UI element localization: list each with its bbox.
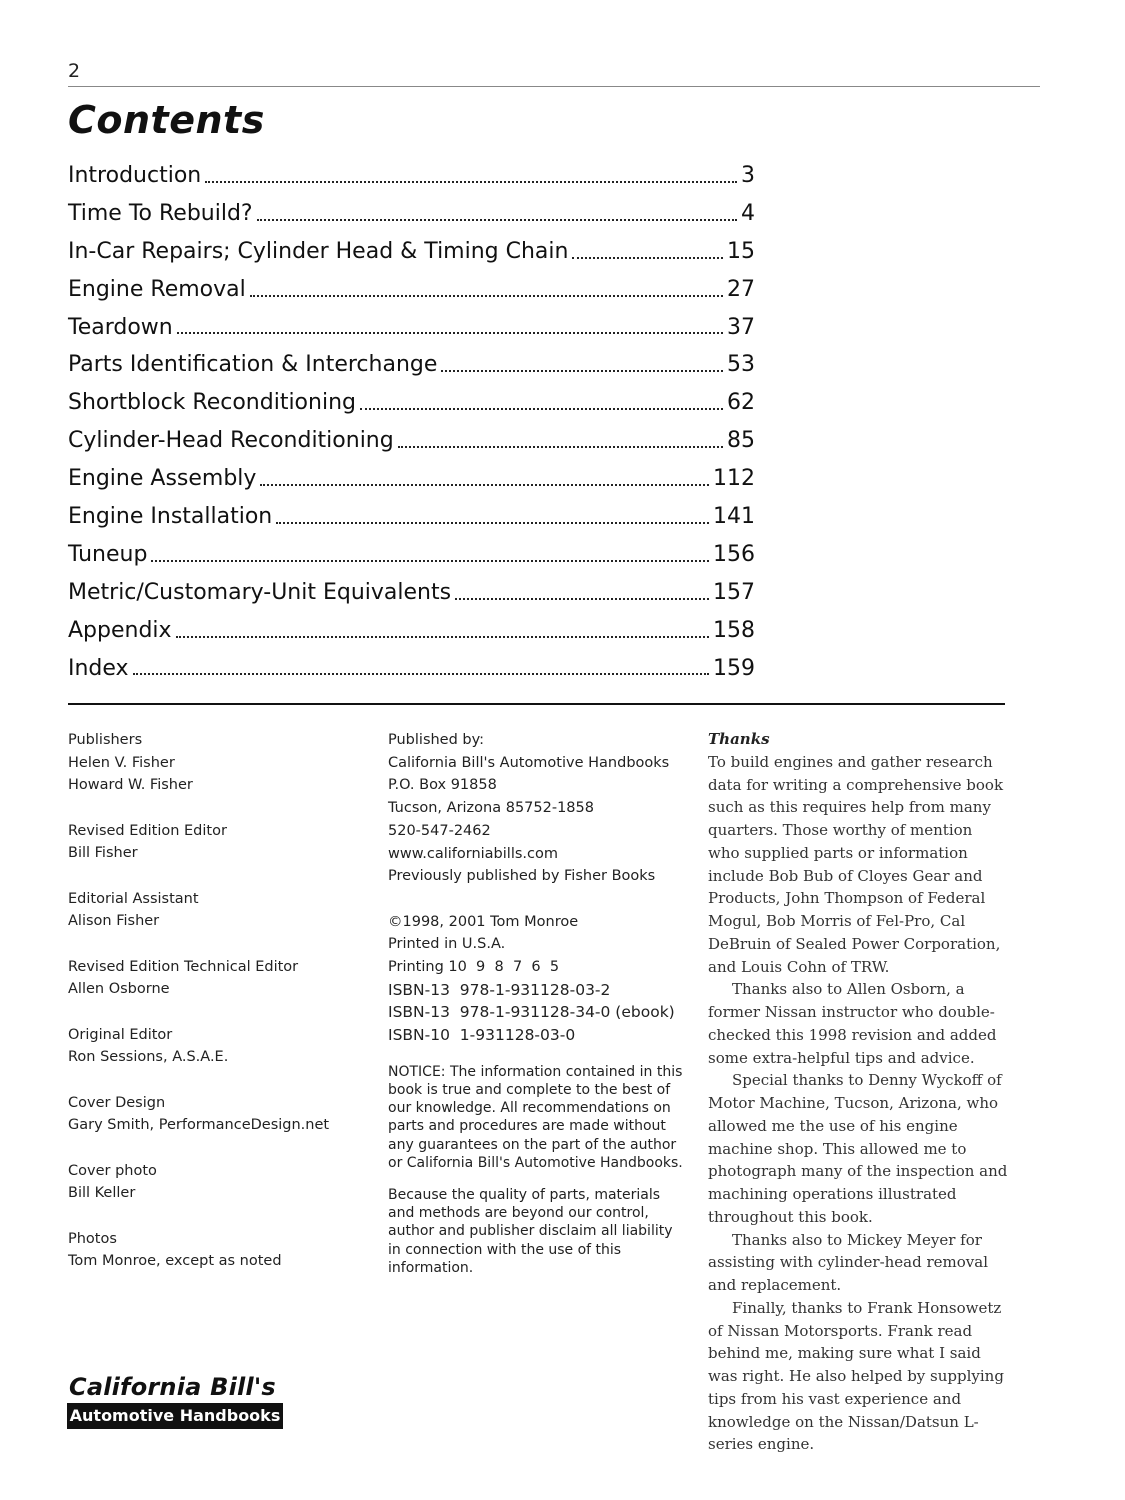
toc-entry-label: Engine Assembly — [68, 466, 257, 492]
header-rule — [68, 86, 1040, 87]
section-divider — [68, 703, 1005, 705]
credit-block — [68, 888, 358, 933]
toc-entry — [68, 498, 755, 536]
credit-role: Publishers — [68, 732, 143, 748]
credit-name: Alison Fisher — [68, 913, 160, 930]
toc-dot-leader — [250, 294, 723, 297]
toc-entry-label: Engine Removal — [68, 276, 246, 302]
toc-entry-label: Teardown — [68, 314, 173, 340]
credit-role: Original Editor — [68, 1026, 173, 1043]
toc-dot-leader — [276, 521, 709, 524]
toc-dot-leader — [455, 597, 709, 600]
toc-entry-page: 15 — [727, 238, 755, 264]
credit-role: Revised Edition Technical Editor — [68, 958, 299, 975]
credit-block — [68, 729, 358, 797]
toc-dot-leader — [398, 445, 723, 448]
thanks-paragraph: Special thanks to Denny Wyckoff of Motor Machine, Tucson, Arizona, who allowed me the use of his engine machine shop. This allowed me to photograph many of the inspection and machining operations illustrated throughout this book. — [708, 1071, 1008, 1226]
toc-dot-leader — [133, 672, 709, 675]
toc-entry-label: Metric/Customary-Unit Equivalents — [68, 579, 452, 605]
toc-entry-page: 158 — [713, 617, 755, 643]
logo-line-1: California Bill's — [69, 1373, 276, 1401]
toc-entry — [68, 346, 755, 384]
notice-text: NOTICE: The information contained in this book is true and complete to the best of our knowledge. All recommendations on parts and procedures are made without any guarantees on the part of the author or California Bill's Automotive Handbooks. — [388, 1063, 683, 1171]
toc-entry — [68, 574, 755, 612]
toc-entry-label: Appendix — [68, 617, 172, 643]
toc-entry-label: In-Car Repairs; Cylinder Head & Timing Chain — [68, 238, 569, 264]
table-of-contents — [68, 157, 755, 687]
toc-dot-leader — [257, 218, 737, 221]
toc-entry-label: Parts Identification & Interchange — [68, 352, 438, 378]
credit-block — [68, 1024, 358, 1069]
credit-block — [68, 1092, 358, 1137]
credit-block — [68, 1160, 358, 1205]
thanks-paragraph: Thanks also to Allen Osborn, a former Nissan instructor who double-checked this 1998 revision and added some extra-helpful tips and advice. — [708, 980, 997, 1067]
toc-entry — [68, 309, 755, 347]
credit-name: Gary Smith, PerformanceDesign.net — [68, 1117, 330, 1134]
isbn-line: ISBN-13 978-1-931128-34-0 (ebook) — [388, 1003, 675, 1022]
credit-role: Revised Edition Editor — [68, 822, 227, 839]
toc-dot-leader — [360, 407, 723, 410]
printing-number: Printing 10 9 8 7 6 5 — [388, 959, 560, 976]
previous-publisher: Previously published by Fisher Books — [388, 868, 656, 885]
toc-dot-leader — [572, 256, 723, 259]
toc-entry-page: 37 — [727, 314, 755, 340]
toc-entry — [68, 157, 755, 195]
toc-entry — [68, 195, 755, 233]
published-by-heading: Published by: — [388, 732, 485, 748]
toc-entry — [68, 233, 755, 271]
toc-entry-page: 53 — [727, 352, 755, 378]
thanks-paragraph: Finally, thanks to Frank Honsowetz of Nissan Motorsports. Frank read behind me, making sure what I said was right. He also helped by supplying tips from his vast experience and knowledge on the Nissan/Datsun L-series engine. — [708, 1298, 1004, 1454]
toc-entry — [68, 422, 755, 460]
isbn-line: ISBN-10 1-931128-03-0 — [388, 1026, 576, 1045]
toc-entry — [68, 271, 755, 309]
contents-title: Contents — [68, 98, 265, 142]
copyright: ©1998, 2001 Tom Monroe — [388, 913, 579, 930]
toc-entry-page: 159 — [713, 655, 755, 681]
isbn-line: ISBN-13 978-1-931128-03-2 — [388, 980, 611, 999]
credit-name: Helen V. Fisher — [68, 754, 175, 771]
publisher-website: www.californiabills.com — [388, 845, 558, 862]
credit-name: Bill Keller — [68, 1185, 136, 1202]
toc-entry-label: Introduction — [68, 163, 202, 188]
toc-entry-page: 62 — [727, 390, 755, 416]
thanks-paragraph: To build engines and gather research data for writing a comprehensive book such as this requires help from many quarters. Those worthy of mention who supplied parts or information include Bob Bub of Cloyes Gear and Products, John Thompson of Federal Mogul, Bob Morris of Fel-Pro, Cal DeBruin of Sealed Power Corporation, and Louis Cohn of TRW. — [708, 752, 1004, 976]
toc-dot-leader — [260, 483, 709, 486]
toc-entry-label: Engine Installation — [68, 504, 273, 530]
credit-role: Cover photo — [68, 1162, 157, 1179]
toc-entry-page: 141 — [713, 504, 755, 530]
credit-role: Editorial Assistant — [68, 890, 199, 907]
toc-entry-label: Tuneup — [68, 541, 148, 567]
thanks-paragraph: Thanks also to Mickey Meyer for assisting with cylinder-head removal and replacement. — [708, 1230, 988, 1294]
publisher-info — [388, 729, 688, 1047]
toc-dot-leader — [176, 635, 709, 638]
toc-entry — [68, 650, 755, 688]
toc-entry-page: 112 — [713, 466, 755, 492]
publisher-logo — [67, 1371, 285, 1429]
toc-dot-leader — [205, 180, 737, 183]
credit-name: Bill Fisher — [68, 845, 138, 862]
publisher-column — [388, 729, 688, 1291]
page-number: 2 — [68, 60, 81, 82]
thanks-column — [708, 728, 1008, 1456]
toc-dot-leader — [441, 369, 723, 372]
toc-entry-label: Shortblock Reconditioning — [68, 390, 356, 416]
toc-entry — [68, 612, 755, 650]
toc-entry-label: Index — [68, 655, 129, 681]
toc-entry — [68, 536, 755, 574]
toc-entry-label: Time To Rebuild? — [68, 200, 253, 226]
toc-dot-leader — [177, 331, 723, 334]
printed-in: Printed in U.S.A. — [388, 936, 506, 953]
toc-entry — [68, 384, 755, 422]
toc-entry-page: 85 — [727, 428, 755, 454]
credit-role: Photos — [68, 1230, 117, 1247]
credit-name: Tom Monroe, except as noted — [68, 1253, 282, 1270]
toc-entry-page: 156 — [713, 541, 755, 567]
thanks-heading: Thanks — [708, 730, 770, 748]
credit-block — [68, 956, 358, 1001]
credit-name: Ron Sessions, A.S.A.E. — [68, 1049, 229, 1066]
publisher-name: California Bill's Automotive Handbooks — [388, 754, 670, 771]
toc-entry — [68, 460, 755, 498]
disclaimer-text: Because the quality of parts, materials and methods are beyond our control, author and publisher disclaim all liability in connection with the use of this information. — [388, 1187, 673, 1276]
credits-column — [68, 729, 358, 1296]
credit-name: Howard W. Fisher — [68, 777, 193, 794]
credit-block — [68, 1228, 358, 1273]
publisher-po-box: P.O. Box 91858 — [388, 777, 497, 794]
toc-entry-page: 157 — [713, 579, 755, 605]
toc-entry-page: 3 — [741, 163, 755, 188]
toc-entry-page: 4 — [741, 200, 755, 226]
publisher-city: Tucson, Arizona 85752-1858 — [388, 800, 594, 817]
toc-entry-page: 27 — [727, 276, 755, 302]
toc-entry-label: Cylinder-Head Reconditioning — [68, 428, 394, 454]
credit-name: Allen Osborne — [68, 981, 170, 998]
logo-line-2: Automotive Handbooks — [67, 1403, 283, 1429]
credit-block — [68, 820, 358, 865]
credit-role: Cover Design — [68, 1094, 166, 1111]
publisher-phone: 520-547-2462 — [388, 822, 491, 839]
toc-dot-leader — [151, 559, 709, 562]
